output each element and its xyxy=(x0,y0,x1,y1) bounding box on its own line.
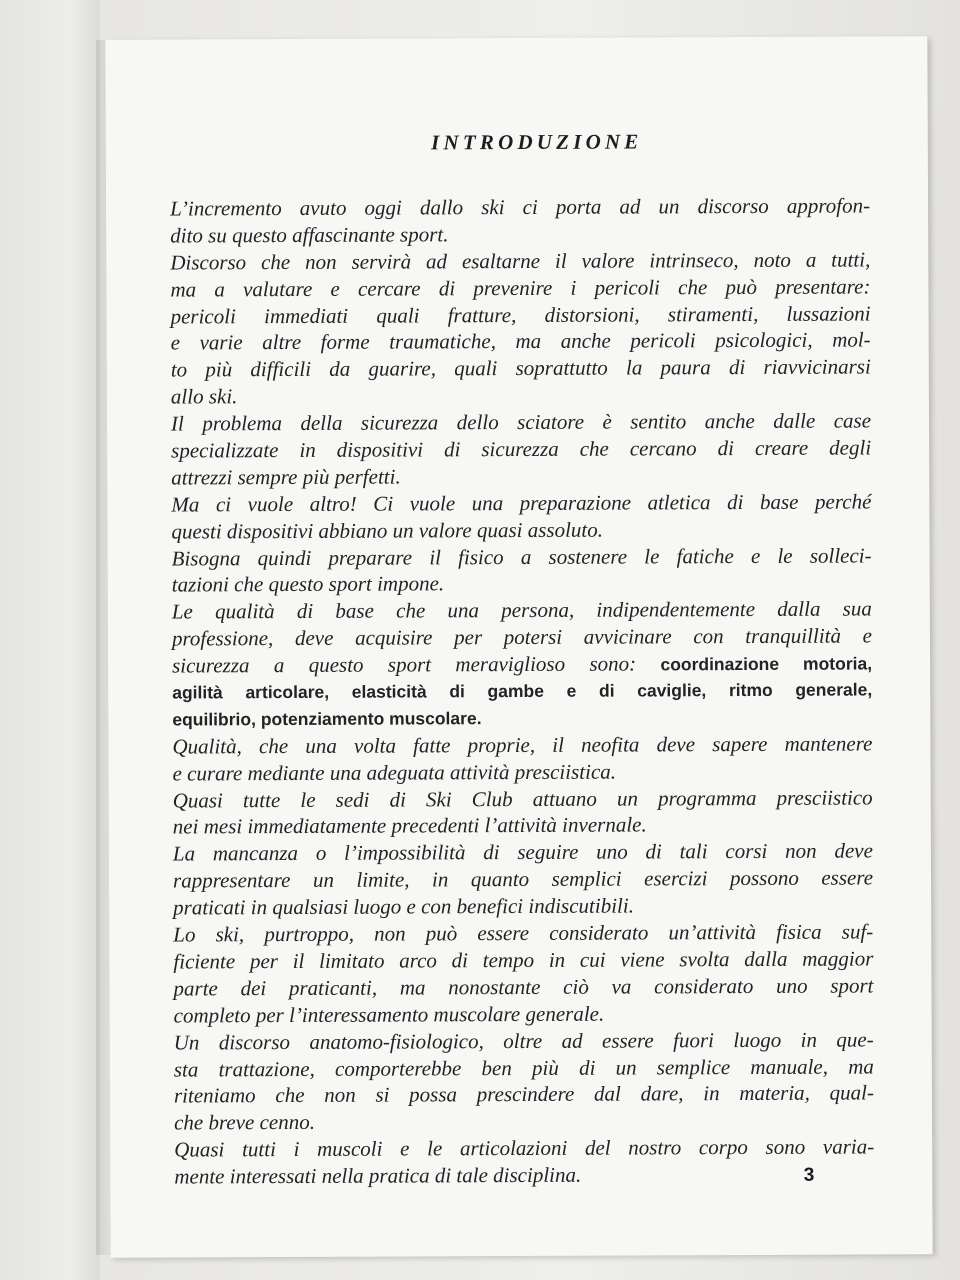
bold-text-line: equilibrio, potenziamento muscolare. xyxy=(172,708,482,730)
text-line: che breve cenno. xyxy=(174,1110,316,1135)
text-line: L’incremento avuto oggi dallo ski ci porta ad un discorso approfon- xyxy=(170,193,871,221)
text-segment: sicurezza a questo sport meraviglioso sono: xyxy=(172,651,637,678)
book-page xyxy=(105,36,932,1258)
text-line: professione, deve acquisire per potersi avvicinare con tranquillità e xyxy=(171,623,873,651)
text-line: Il problema della sicurezza dello sciatore è sentito anche dalle case xyxy=(170,408,872,436)
bold-text-line: agilità articolare, elasticità di gambe e di caviglie, ritmo generale, xyxy=(172,679,873,703)
text-line: mente interessati nella pratica di tale disciplina. xyxy=(174,1162,582,1189)
page-number: 3 xyxy=(803,1164,815,1186)
body-text xyxy=(170,192,874,1190)
text-line: sta trattazione, comporterebbe ben più di un semplice manuale, ma xyxy=(173,1053,874,1082)
text-line: to più difficili da guarire, quali soprattutto la paura di riavvicinarsi xyxy=(170,354,871,382)
text-line: e curare mediante una adeguata attività presciistica. xyxy=(172,759,617,786)
text-line: praticati in qualsiasi luogo e con benefici indiscutibili. xyxy=(173,893,634,920)
text-line: Bisogna quindi preparare il fisico a sostenere le fatiche e le solleci- xyxy=(171,543,872,571)
text-line: ficiente per il limitato arco di tempo in cui viene svolta dalla maggior xyxy=(173,946,874,974)
text-line: dito su questo affascinante sport. xyxy=(170,222,449,248)
text-line: Quasi tutte le sedi di Ski Club attuano un programma presciistico xyxy=(172,785,873,813)
left-page-edge xyxy=(0,0,100,1280)
text-line: Discorso che non servirà ad esaltarne il valore intrinseco, noto a tutti, xyxy=(170,247,871,275)
text-line: Quasi tutti i muscoli e le articolazioni del nostro corpo sono varia- xyxy=(174,1134,875,1162)
text-line: pericoli immediati quali fratture, distorsioni, stiramenti, lussazioni xyxy=(170,301,871,329)
text-line-mixed xyxy=(172,650,872,680)
text-line: nei mesi immediatamente precedenti l’attività invernale. xyxy=(172,812,647,839)
text-line: tazioni che questo sport impone. xyxy=(171,571,445,597)
text-line: La mancanza o l’impossibilità di seguire uno di tali corsi non deve xyxy=(172,838,873,866)
text-line: allo ski. xyxy=(170,384,238,409)
text-line: attrezzi sempre più perfetti. xyxy=(171,464,401,490)
text-line: Qualità, che una volta fatte proprie, il neofita deve sapere mantenere xyxy=(172,731,873,759)
text-line: Lo ski, purtroppo, non può essere considerato un’attività fisica suf- xyxy=(173,919,874,947)
text-line: ma a valutare e cercare di prevenire i pericoli che può presentare: xyxy=(170,274,871,302)
text-line: specializzate in dispositivi di sicurezza che cercano di creare degli xyxy=(171,435,872,463)
text-line: Un discorso anatomo-fisiologico, oltre ad essere fuori luogo in que- xyxy=(173,1027,874,1055)
text-line: completo per l’interessamento muscolare generale. xyxy=(173,1001,605,1028)
text-line: Ma ci vuole altro! Ci vuole una preparazione atletica di base perché xyxy=(171,489,872,517)
page-title: INTRODUZIONE xyxy=(431,129,643,155)
text-line: parte dei praticanti, ma nonostante ciò va considerato uno sport xyxy=(173,973,874,1001)
text-line: questi dispositivi abbiano un valore quasi assoluto. xyxy=(171,517,604,544)
text-line: riteniamo che non si possa prescindere dal dare, in materia, qual- xyxy=(173,1080,875,1108)
bold-text-segment: coordinazione motoria, xyxy=(660,653,873,675)
text-line: e varie altre forme traumatiche, ma anche pericoli psicologici, mol- xyxy=(170,327,871,355)
text-line: rappresentare un limite, in quanto semplici esercizi possono essere xyxy=(172,865,874,893)
text-line: Le qualità di base che una persona, indipendentemente dalla sua xyxy=(171,596,872,624)
